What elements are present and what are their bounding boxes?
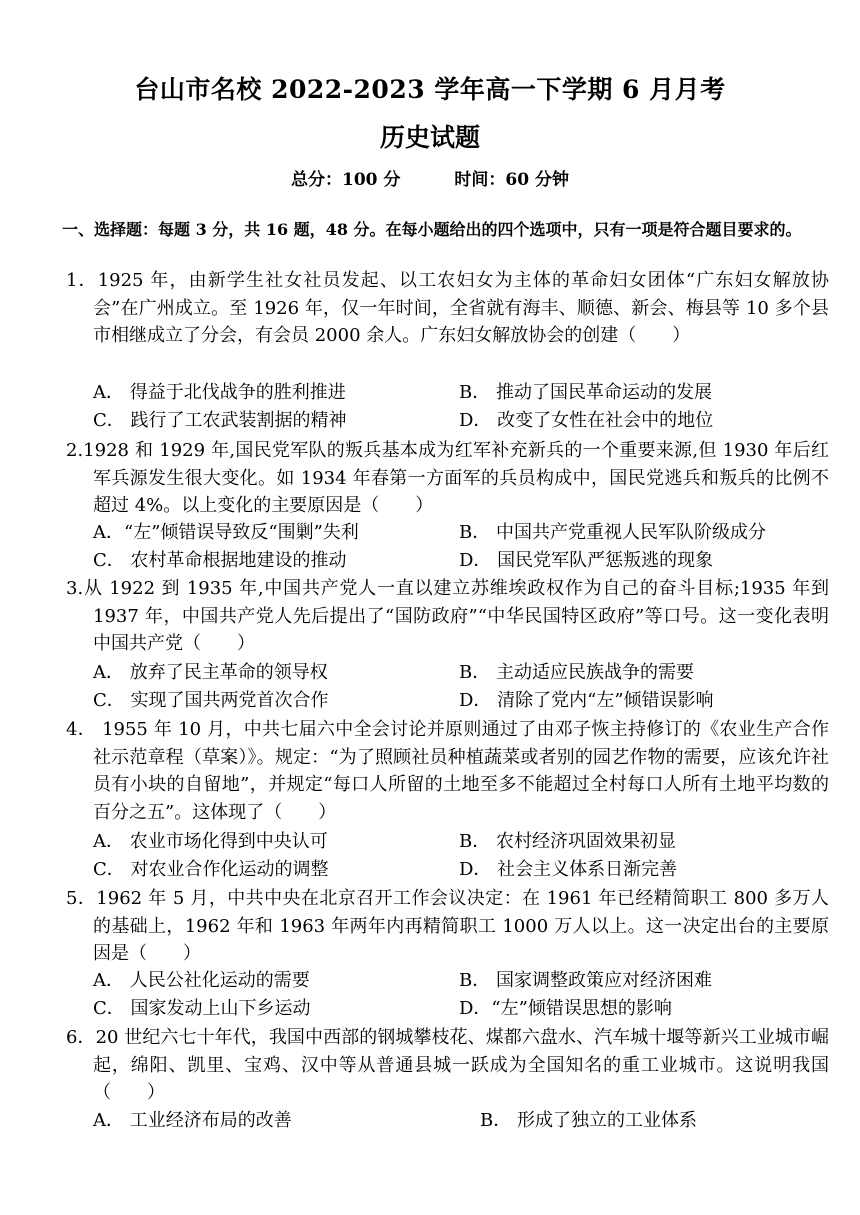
question-2-option-c[interactable]: C． 农村革命根据地建设的推动	[93, 550, 347, 571]
question-1-option-d[interactable]: D． 改变了女性在社会中的地位	[459, 410, 714, 431]
question-6-option-a[interactable]: A． 工业经济布局的改善	[93, 1110, 292, 1131]
question-3-option-b[interactable]: B． 主动适应民族战争的需要	[459, 662, 694, 683]
question-3-option-c[interactable]: C． 实现了国共两党首次合作	[93, 690, 329, 711]
question-2-stem: 2.1928 和 1929 年,国民党军队的叛兵基本成为红军补充新兵的一个重要来源,但 1930 年后红军兵源发生很大变化。如 1934 年春第一方面军的兵员构成中，国民党逃兵和叛兵的比例不超过 4%。以上变化的主要原因是（ ）	[66, 440, 829, 516]
question-2-option-b[interactable]: B． 中国共产党重视人民军队阶级成分	[459, 522, 766, 543]
question-3-stem: 3.从 1922 到 1935 年,中国共产党人一直以建立苏维埃政权作为自己的奋斗目标;1935 年到 1937 年，中国共产党人先后提出了“国防政府”“中华民国特区政府”等口号。这一变化表明中国共产党（ ）	[66, 578, 829, 654]
question-5-stem: 5．1962 年 5 月，中共中央在北京召开工作会议决定：在 1961 年已经精简职工 800 多万人的基础上，1962 年和 1963 年两年内再精简职工 1000 万人以上。这一决定出台的主要原因是（ ）	[66, 888, 829, 964]
question-4-option-c[interactable]: C． 对农业合作化运动的调整	[93, 859, 329, 880]
question-6-option-b[interactable]: B． 形成了独立的工业体系	[480, 1110, 697, 1131]
question-4-option-b[interactable]: B． 农村经济巩固效果初显	[459, 831, 676, 852]
exam-subtitle: 历史试题	[379, 123, 480, 152]
exam-meta	[0, 165, 860, 190]
section-heading: 一、选择题：每题 3 分，共 16 题，48 分。在每小题给出的四个选项中，只有一项是符合题目要求的。	[62, 220, 802, 239]
total-score: 总分：100 分	[291, 170, 401, 190]
question-5-option-b[interactable]: B． 国家调整政策应对经济困难	[459, 970, 712, 991]
question-5-option-d[interactable]: D．“左”倾错误思想的影响	[459, 998, 672, 1019]
question-2-option-a[interactable]: A．“左”倾错误导致反“围剿”失利	[93, 522, 359, 543]
exam-title: 台山市名校 2022-2023 学年高一下学期 6 月月考	[134, 75, 726, 104]
question-1-stem: 1．1925 年，由新学生社女社员发起、以工农妇女为主体的革命妇女团体“广东妇女解放协会”在广州成立。至 1926 年，仅一年时间，全省就有海丰、顺德、新会、梅县等 10 多个县市相继成立了分会，有会员 2000 余人。广东妇女解放协会的创建（ ）	[66, 270, 829, 346]
question-4-stem: 4． 1955 年 10 月，中共七届六中全会讨论并原则通过了由邓子恢主持修订的《农业生产合作社示范章程（草案）》。规定：“为了照顾社员种植蔬菜或者别的园艺作物的需要，应该允许社员有小块的自留地”，并规定“每口人所留的土地至多不能超过全村每口人所有土地平均数的百分之五”。这体现了（ ）	[66, 719, 829, 823]
question-3-option-a[interactable]: A． 放弃了民主革命的领导权	[93, 662, 328, 683]
question-4-option-d[interactable]: D． 社会主义体系日渐完善	[459, 859, 678, 880]
question-6-stem: 6．20 世纪六七十年代，我国中西部的钢城攀枝花、煤都六盘水、汽车城十堰等新兴工业城市崛起，绵阳、凯里、宝鸡、汉中等从普通县城一跃成为全国知名的重工业城市。这说明我国（ ）	[66, 1027, 829, 1103]
question-1-option-b[interactable]: B． 推动了国民革命运动的发展	[459, 382, 712, 403]
question-3-option-d[interactable]: D． 清除了党内“左”倾错误影响	[459, 690, 714, 711]
exam-time: 时间：60 分钟	[454, 170, 569, 190]
question-2-option-d[interactable]: D． 国民党军队严惩叛逃的现象	[459, 550, 714, 571]
question-1-option-a[interactable]: A． 得益于北伐战争的胜利推进	[93, 382, 346, 403]
question-5-option-c[interactable]: C． 国家发动上山下乡运动	[93, 998, 311, 1019]
question-1-option-c[interactable]: C． 践行了工农武装割据的精神	[93, 410, 347, 431]
question-4-option-a[interactable]: A． 农业市场化得到中央认可	[93, 831, 328, 852]
question-5-option-a[interactable]: A． 人民公社化运动的需要	[93, 970, 310, 991]
